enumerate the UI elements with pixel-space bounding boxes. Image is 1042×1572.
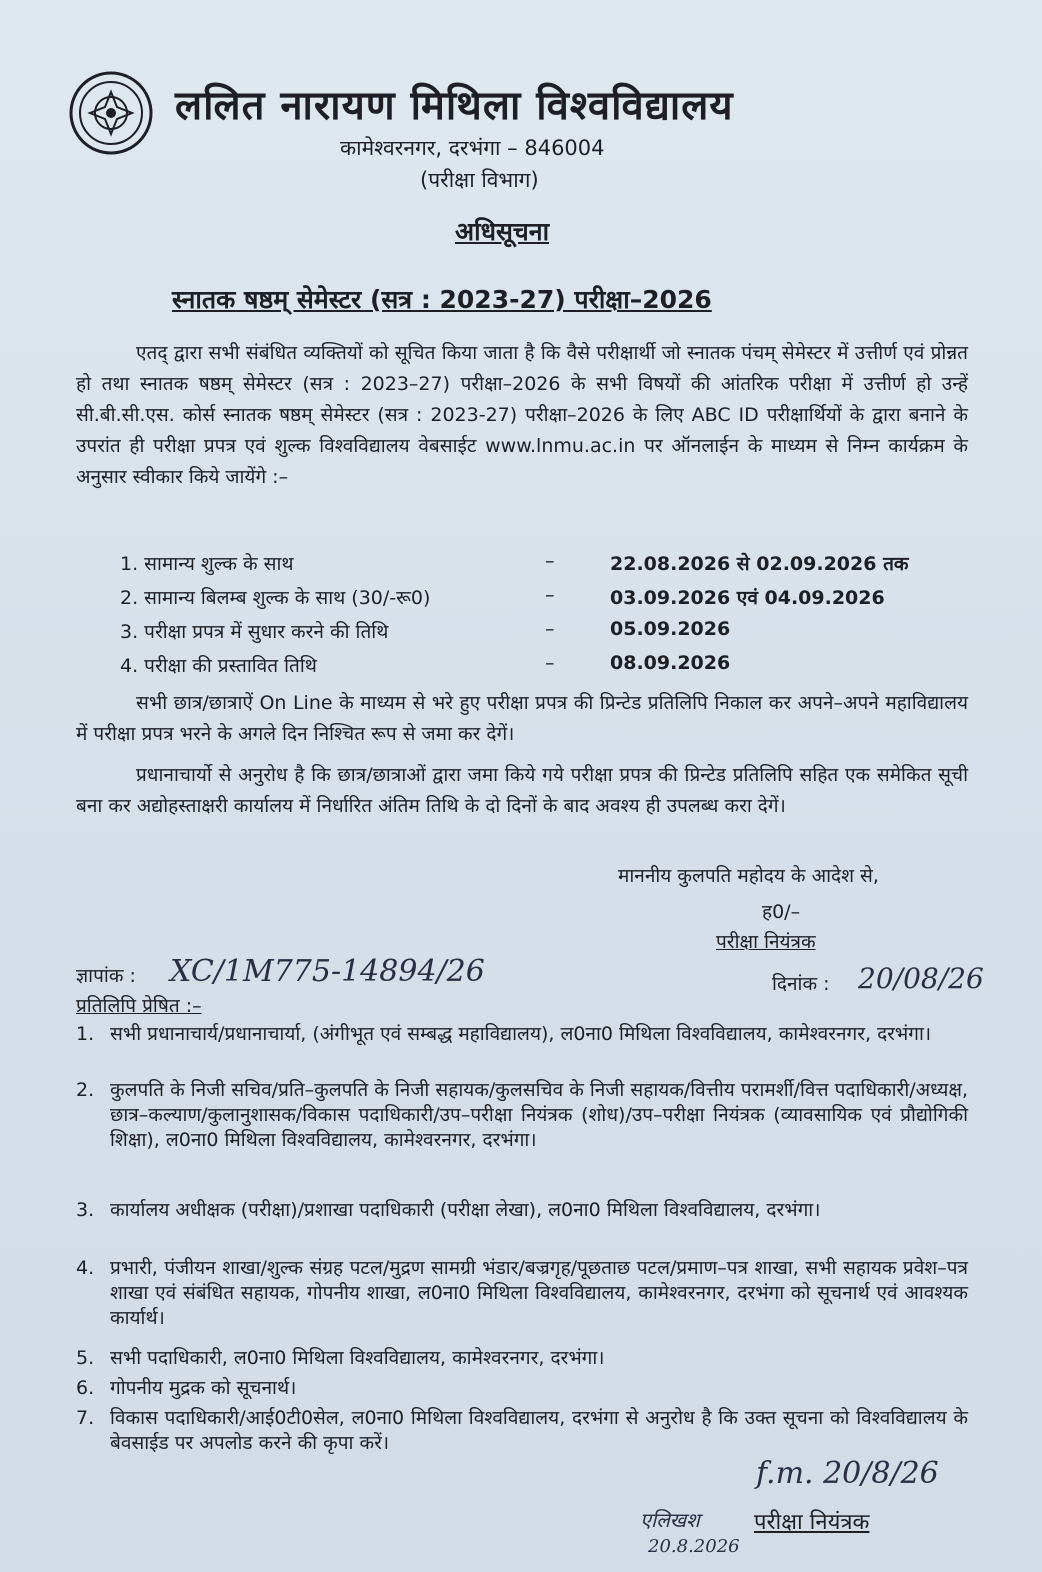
schedule-value: 05.09.2026 xyxy=(610,618,731,640)
schedule-label: 2. सामान्य बिलम्ब शुल्क के साथ (30/-रू0) xyxy=(120,587,431,609)
schedule-label: 4. परीक्षा की प्रस्तावित तिथि xyxy=(120,655,317,677)
intro-paragraph-text: एतद् द्वारा सभी संबंधित व्यक्तियों को सूचित किया जाता है कि वैसे परीक्षार्थी जो स्नातक पंचम् सेमेस्टर में उत्तीर्ण एवं प्रोन्नत हो तथा स्नातक षष्ठम् सेमेस्टर (सत्र : 2023–27) परीक्षा–2026 के सभी विषयों की आंतरिक परीक्षा में उत्तीर्ण हो उन्हें सी.बी.सी.एस. कोर्स स्नातक षष्ठम् सेमेस्टर (सत्र : 2023-27) परीक्षा–2026 के लिए ABC ID परीक्षार्थियों के द्वारा बनाने के उपरांत ही परीक्षा प्रपत्र एवं शुल्क विश्वविद्यालय वेबसाईट www.lnmu.ac.in पर ऑनलाईन के माध्यम से निम्न कार्यक्रम के अनुसार स्वीकार किये जायेंगे :– xyxy=(76,342,968,488)
date-label: दिनांक : xyxy=(772,973,830,995)
list-item-number: 3. xyxy=(76,1199,95,1221)
order-line: माननीय कुलपति महोदय के आदेश से, xyxy=(618,865,879,887)
list-item xyxy=(76,1346,968,1371)
department-name: (परीक्षा विभाग) xyxy=(420,168,539,192)
schedule-value: 22.08.2026 से 02.09.2026 तक xyxy=(610,553,909,575)
university-seal-icon xyxy=(68,70,154,156)
signed-mark: ह0/– xyxy=(762,901,801,923)
schedule-label: 3. परीक्षा प्रपत्र में सुधार करने की तिथि xyxy=(120,621,389,643)
schedule-dash: – xyxy=(545,584,555,606)
list-item xyxy=(76,1406,968,1456)
list-item-number: 4. xyxy=(76,1257,95,1279)
list-item-number: 7. xyxy=(76,1407,95,1429)
date-handwritten: 20/08/26 xyxy=(858,962,984,995)
footer-controller-designation: परीक्षा नियंत्रक xyxy=(754,1510,870,1535)
list-item-text: कुलपति के निजी सचिव/प्रति–कुलपति के निजी सहायक/कुलसचिव के निजी सहायक/वित्तीय परामर्शी/वित्त पदाधिकारी/अध्यक्ष, छात्र–कल्याण/कुलानुशासक/विकास पदाधिकारी/उप–परीक्षा नियंत्रक (शोध)/उप–परीक्षा नियंत्रक (व्यावसायिक एवं प्रौद्योगिकी शिक्षा), ल0ना0 मिथिला विश्वविद्यालय, कामेश्वरनगर, दरभंगा। xyxy=(110,1079,968,1151)
controller-designation: परीक्षा नियंत्रक xyxy=(716,931,816,953)
intro-paragraph xyxy=(76,338,968,493)
copy-forwarded-heading: प्रतिलिपि प्रेषित :– xyxy=(76,995,202,1017)
paragraph-online xyxy=(76,688,968,750)
schedule-row xyxy=(120,652,980,682)
schedule-dash: – xyxy=(545,618,555,640)
list-item-text: प्रभारी, पंजीयन शाखा/शुल्क संग्रह पटल/मुद्रण सामग्री भंडार/बज्रगृह/पूछताछ पटल/प्रमाण–पत्र शाखा, सभी सहायक प्रवेश–पत्र शाखा एवं संबंधित सहायक, गोपनीय शाखा, ल0ना0 मिथिला विश्वविद्यालय, कामेश्वरनगर, दरभंगा को सूचनार्थ एवं आवश्यक कार्यार्थ। xyxy=(110,1257,968,1329)
list-item xyxy=(76,1376,968,1401)
schedule-dash: – xyxy=(545,652,555,674)
handwritten-date: 20.8.2026 xyxy=(648,1536,740,1557)
paragraph-principals-text: प्रधानाचार्यो से अनुरोध है कि छात्र/छात्राओं द्वारा जमा किये गये परीक्षा प्रपत्र की प्रिन्टेड प्रतिलिपि सहित एक समेकित सूची बना कर अद्योहस्ताक्षरी कार्यालय में निर्धारित अंतिम तिथि के दो दिनों के बाद अवश्य ही उपलब्ध करा देगें। xyxy=(76,764,968,817)
schedule-row xyxy=(120,550,980,580)
list-item-text: सभी प्रधानाचार्य/प्रधानाचार्या, (अंगीभूत एवं सम्बद्ध महाविद्यालय), ल0ना0 मिथिला विश्वविद्यालय, कामेश्वरनगर, दरभंगा। xyxy=(110,1023,932,1045)
university-address: कामेश्वरनगर, दरभंगा – 846004 xyxy=(340,136,605,160)
list-item-number: 2. xyxy=(76,1079,95,1101)
list-item-text: विकास पदाधिकारी/आई0टी0सेल, ल0ना0 मिथिला विश्वविद्यालय, दरभंगा से अनुरोध है कि उक्त सूचना को विश्वविद्यालय के बेवसाईड पर अपलोड करने की कृपा करें। xyxy=(110,1407,968,1454)
university-name: ललित नारायण मिथिला विश्वविद्यालय xyxy=(175,83,734,129)
schedule-row xyxy=(120,584,980,614)
schedule-dash: – xyxy=(545,550,555,572)
memo-number-label: ज्ञापांक : xyxy=(76,965,136,987)
list-item-number: 6. xyxy=(76,1377,95,1399)
paragraph-principals xyxy=(76,760,968,822)
schedule-value: 08.09.2026 xyxy=(610,652,731,674)
schedule-value: 03.09.2026 एवं 04.09.2026 xyxy=(610,587,885,609)
list-item-text: कार्यालय अधीक्षक (परीक्षा)/प्रशाखा पदाधिकारी (परीक्षा लेखा), ल0ना0 मिथिला विश्वविद्यालय, दरभंगा। xyxy=(110,1199,821,1221)
list-item-number: 5. xyxy=(76,1347,95,1369)
paragraph-online-text: सभी छात्र/छात्राऐं On Line के माध्यम से भरे हुए परीक्षा प्रपत्र की प्रिन्टेड प्रतिलिपि निकाल कर अपने–अपने महाविद्यालय में परीक्षा प्रपत्र भरने के अगले दिन निश्चित रूप से जमा कर देगें। xyxy=(76,692,968,745)
handwritten-initial: एलिखश xyxy=(640,1508,700,1532)
exam-title: स्नातक षष्ठम् सेमेस्टर (सत्र : 2023-27) परीक्षा–2026 xyxy=(172,285,712,314)
list-item xyxy=(76,1078,968,1153)
list-item-text: गोपनीय मुद्रक को सूचनार्थ। xyxy=(110,1377,297,1399)
handwritten-signature: f.m. 20/8/26 xyxy=(756,1456,939,1491)
list-item xyxy=(76,1198,968,1223)
list-item xyxy=(76,1022,968,1047)
memo-number-handwritten: XC/1M775-14894/26 xyxy=(170,954,485,989)
schedule-label: 1. सामान्य शुल्क के साथ xyxy=(120,553,294,575)
list-item xyxy=(76,1256,968,1331)
schedule-row xyxy=(120,618,980,648)
list-item-number: 1. xyxy=(76,1023,95,1045)
list-item-text: सभी पदाधिकारी, ल0ना0 मिथिला विश्वविद्यालय, कामेश्वरनगर, दरभंगा। xyxy=(110,1347,605,1369)
notification-title: अधिसूचना xyxy=(455,217,550,246)
